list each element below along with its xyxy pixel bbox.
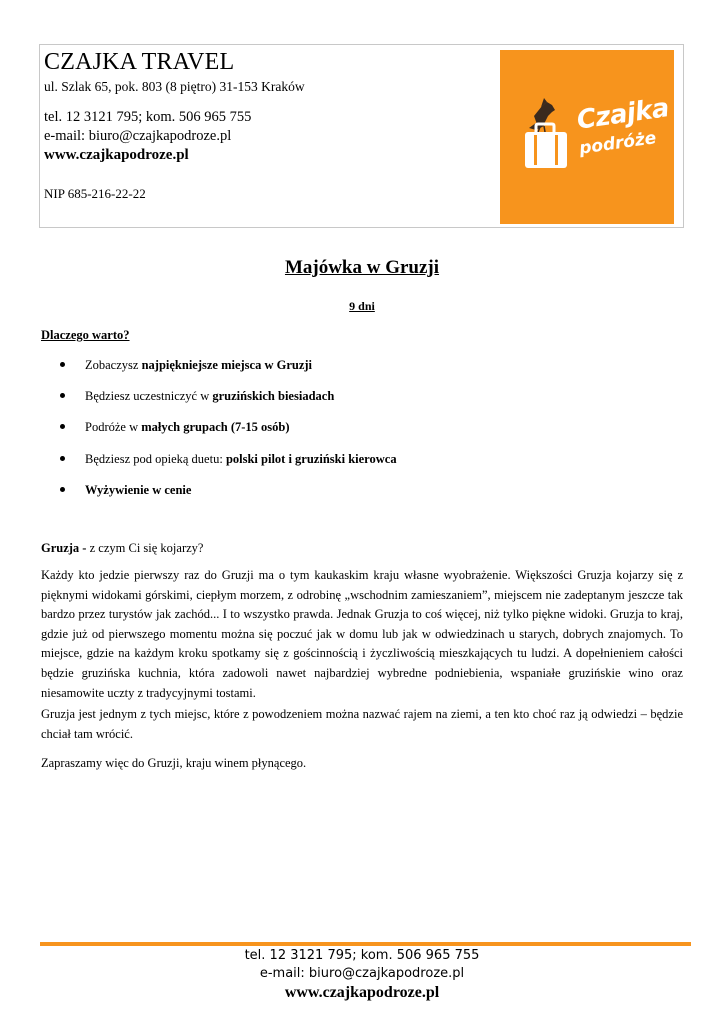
bullet-icon <box>60 362 65 367</box>
company-logo <box>500 50 674 224</box>
description-paragraph: Każdy kto jedzie pierwszy raz do Gruzji ma o tym kaukaskim kraju własne wyobrażenie. Większości Gruzja kojarzy się z pięknymi widokami górskimi, ciepłym morzem, z odrobinę „wschodnim zamieszaniem”, miejscem nie zadeptanym jeszcze tak bardzo przez turystów jak zachód... I to wszystko prawda. Jednak Gruzja to coś więcej, niż tylko piękne widoki. Gruzja to kraj, gdzie już od pierwszego momentu można się poczuć jak w domu lub jak w odwiedzinach u starych, dobrych znajomych. To miejsce, gdzie na każdym kroku spotkamy się z gościnnością i życzliwością mieszkających tu ludzi. A dopełnieniem całości będzie gruzińska kuchnia, która zadowoli nawet najbardziej wybredne podniebienia, wspaniałe gruzińskie wino oraz niesamowite uczty z tradycyjnymi tostami. <box>41 568 683 700</box>
company-phone: tel. 12 3121 795; kom. 506 965 755 <box>44 109 252 125</box>
company-header <box>39 44 684 228</box>
company-nip: NIP 685-216-22-22 <box>44 186 146 201</box>
benefit-item: Podróże w małych grupach (7-15 osób) <box>41 420 397 451</box>
company-email: e-mail: biuro@czajkapodroze.pl <box>44 128 232 144</box>
footer-divider <box>40 942 691 946</box>
company-name: CZAJKA TRAVEL <box>44 49 235 75</box>
bullet-icon <box>60 424 65 429</box>
footer-website-link[interactable]: www.czajkapodroze.pl <box>284 984 440 1001</box>
benefit-item: Wyżywienie w cenie <box>41 483 397 514</box>
logo-word-czajka: Czajka <box>575 93 671 136</box>
why-heading: Dlaczego warto? <box>41 328 130 342</box>
bullet-icon <box>60 456 65 461</box>
closing-paragraph: Zapraszamy więc do Gruzji, kraju winem płynącego. <box>41 756 307 770</box>
company-address: ul. Szlak 65, pok. 803 (8 piętro) 31-153 Kraków <box>44 79 305 94</box>
bullet-icon <box>60 393 65 398</box>
offer-title: Majówka w Gruzji <box>284 257 440 278</box>
benefits-list <box>41 358 397 514</box>
bird-icon <box>529 98 555 132</box>
description-paragraph: Gruzja jest jednym z tych miejsc, które z powodzeniem można nazwać rajem na ziemi, a ten kto choć raz ją odwiedzi – będzie chciał tam wrócić. <box>41 707 683 741</box>
offer-duration: 9 dni <box>349 299 375 313</box>
footer-phone: tel. 12 3121 795; kom. 506 965 755 <box>244 948 480 963</box>
intro-heading: Gruzja - z czym Ci się kojarzy? <box>41 541 204 555</box>
bullet-icon <box>60 487 65 492</box>
suitcase-icon <box>525 124 567 168</box>
logo-word-podroze: podróże <box>578 128 658 159</box>
benefit-item: Zobaczysz najpiękniejsze miejsca w Gruzji <box>41 358 397 389</box>
benefit-item: Będziesz uczestniczyć w gruzińskich biesiadach <box>41 389 397 420</box>
benefit-item: Będziesz pod opieką duetu: polski pilot i gruziński kierowca <box>41 452 397 483</box>
footer-email: e-mail: biuro@czajkapodroze.pl <box>259 966 465 981</box>
company-website-link[interactable]: www.czajkapodroze.pl <box>44 147 189 163</box>
